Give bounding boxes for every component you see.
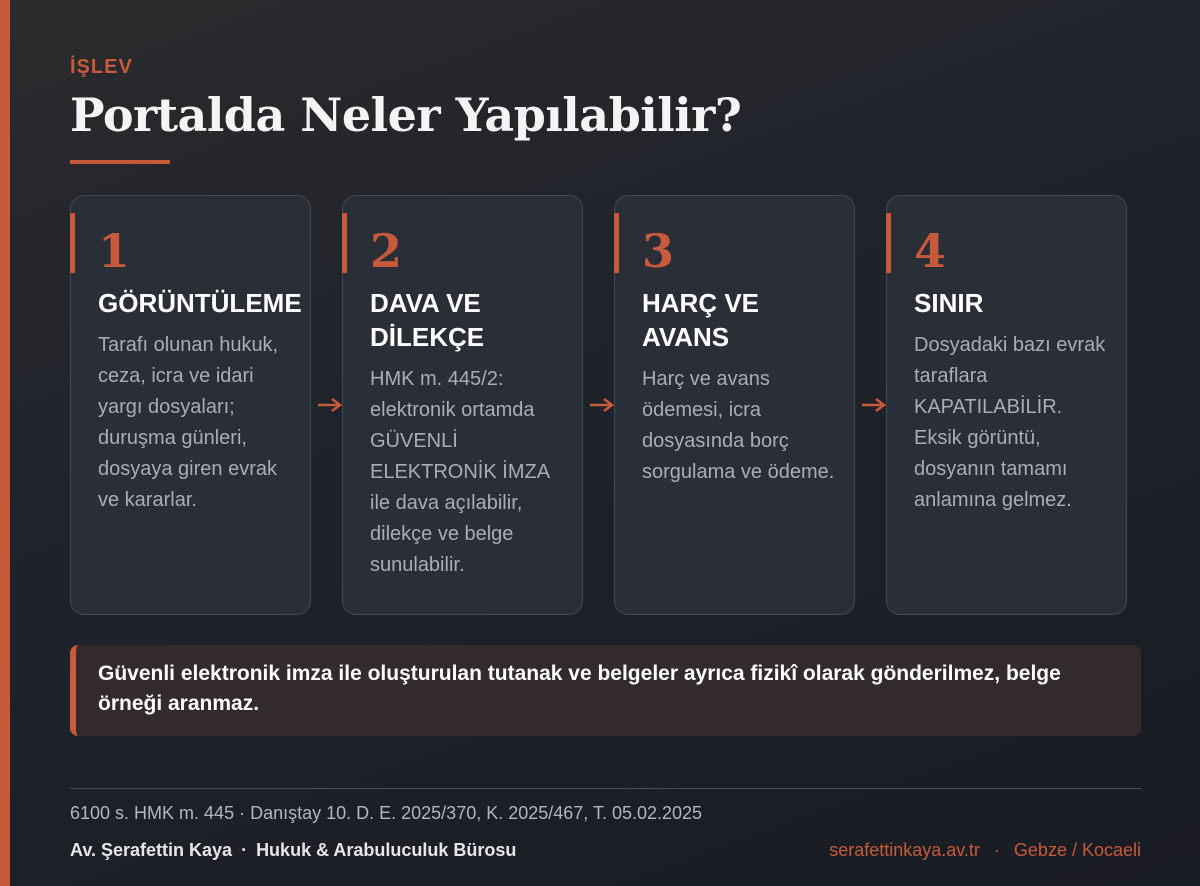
card-accent-bar: [70, 213, 75, 273]
card-accent-bar: [342, 213, 347, 273]
highlight-note: [70, 645, 1141, 736]
arrow-right-icon: [589, 395, 615, 415]
left-accent-bar: [0, 0, 10, 886]
website-link[interactable]: serafettinkaya.av.tr: [829, 840, 980, 860]
card-text: HMK m. 445/2: elektronik ortamda GÜVENLİ ELEKTRONİK İMZA ile dava açılabilir, dilekçe ve belge sunulabilir.: [370, 368, 549, 576]
arrow-right-icon: [861, 395, 887, 415]
contact-separator: ·: [993, 840, 1000, 860]
section-eyebrow: İŞLEV: [70, 56, 133, 78]
contact-line: [829, 840, 1141, 861]
author-name: Av. Şerafettin Kaya: [70, 840, 233, 860]
location: Gebze / Kocaeli: [1013, 840, 1141, 860]
card-sinir: [886, 195, 1127, 615]
card-text: Dosyadaki bazı evrak taraflara KAPATILABİLİR. Eksik görüntü, dosyanın tamamı anlamına gelmez.: [914, 334, 1106, 511]
card-goruntuleme: [70, 195, 311, 615]
card-dava-dilekce: [342, 195, 583, 615]
title-underline: [70, 160, 170, 164]
footer-divider: [70, 788, 1141, 789]
firm-name: Hukuk & Arabuluculuk Bürosu: [256, 840, 517, 860]
card-number: 3: [642, 224, 675, 278]
card-text: Tarafı olunan hukuk, ceza, icra ve idari yargı dosyaları; duruşma günleri, dosyaya giren evrak ve kararlar.: [98, 334, 279, 511]
author-separator: ·: [241, 840, 248, 860]
card-accent-bar: [614, 213, 619, 273]
page-title: Portalda Neler Yapılabilir?: [70, 88, 742, 142]
card-title: GÖRÜNTÜLEME: [98, 288, 302, 318]
card-accent-bar: [886, 213, 891, 273]
card-text: Harç ve avans ödemesi, icra dosyasında borç sorgulama ve ödeme.: [642, 368, 835, 483]
card-number: 4: [914, 224, 947, 278]
arrow-right-icon: [317, 395, 343, 415]
card-title: DAVA VE DİLEKÇE: [370, 288, 485, 352]
note-text: Güvenli elektronik imza ile oluşturulan tutanak ve belgeler ayrıca fizikî olarak gönderilmez, belge örneği aranmaz.: [98, 662, 1061, 715]
card-title: HARÇ VE AVANS: [642, 288, 760, 352]
card-number: 2: [370, 224, 403, 278]
card-harc-avans: [614, 195, 855, 615]
legal-citation: 6100 s. HMK m. 445 · Danıştay 10. D. E. 2025/370, K. 2025/467, T. 05.02.2025: [70, 803, 703, 823]
card-number: 1: [98, 224, 131, 278]
card-title: SINIR: [914, 288, 984, 318]
author-line: [70, 840, 516, 861]
